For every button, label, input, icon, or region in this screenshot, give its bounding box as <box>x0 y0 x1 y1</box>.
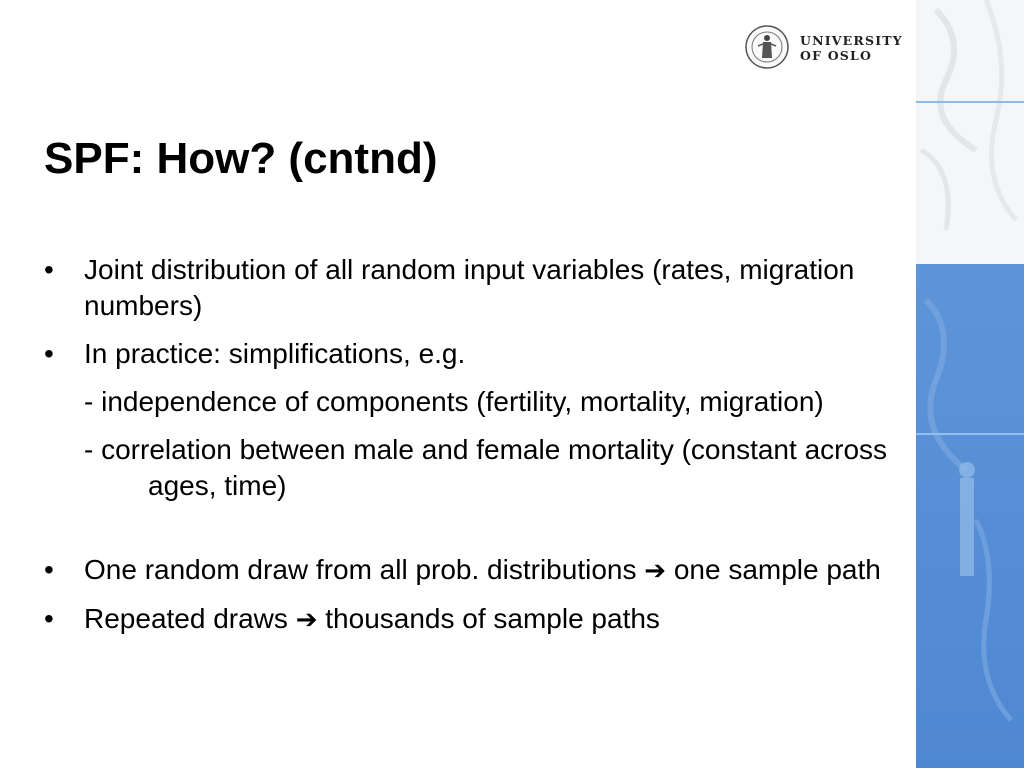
university-wordmark <box>800 33 903 63</box>
side-strip-artwork <box>916 0 1024 768</box>
bullet-text <box>84 603 660 634</box>
sub-item: - correlation between male and female mortality (constant across ages, time) <box>84 434 888 501</box>
sub-item: - independence of components (fertility, mortality, migration) <box>84 386 824 417</box>
university-seal-icon <box>744 24 790 70</box>
bullet-item <box>44 552 904 589</box>
bullet-item <box>44 336 904 372</box>
university-logo <box>744 24 904 74</box>
bullet-text-before: Repeated draws <box>84 603 296 634</box>
arrow-right-icon: ➔ <box>644 556 667 586</box>
logo-line-1: UNIVERSITY <box>800 33 903 48</box>
bullet-text <box>84 554 881 585</box>
bullet-item <box>44 252 904 324</box>
slide-title: SPF: How? (cntnd) <box>44 134 438 183</box>
bullet-text-before: One random draw from all prob. distributions <box>84 554 645 585</box>
bullet-text: Joint distribution of all random input variables (rates, migration numbers) <box>84 254 855 321</box>
bullet-item <box>44 601 904 638</box>
slide-body <box>44 252 904 650</box>
bullet-marker: • <box>44 338 54 369</box>
bullet-text-after: one sample path <box>666 554 881 585</box>
spacer <box>44 516 904 552</box>
logo-line-2: OF OSLO <box>800 48 873 63</box>
bullet-marker: • <box>44 254 54 285</box>
bullet-marker: • <box>44 603 54 634</box>
bullet-text-after: thousands of sample paths <box>317 603 660 634</box>
arrow-right-icon: ➔ <box>295 605 318 635</box>
decorative-side-strip <box>916 0 1024 768</box>
bullet-text: In practice: simplifications, e.g. <box>84 338 466 369</box>
bullet-marker: • <box>44 554 54 585</box>
